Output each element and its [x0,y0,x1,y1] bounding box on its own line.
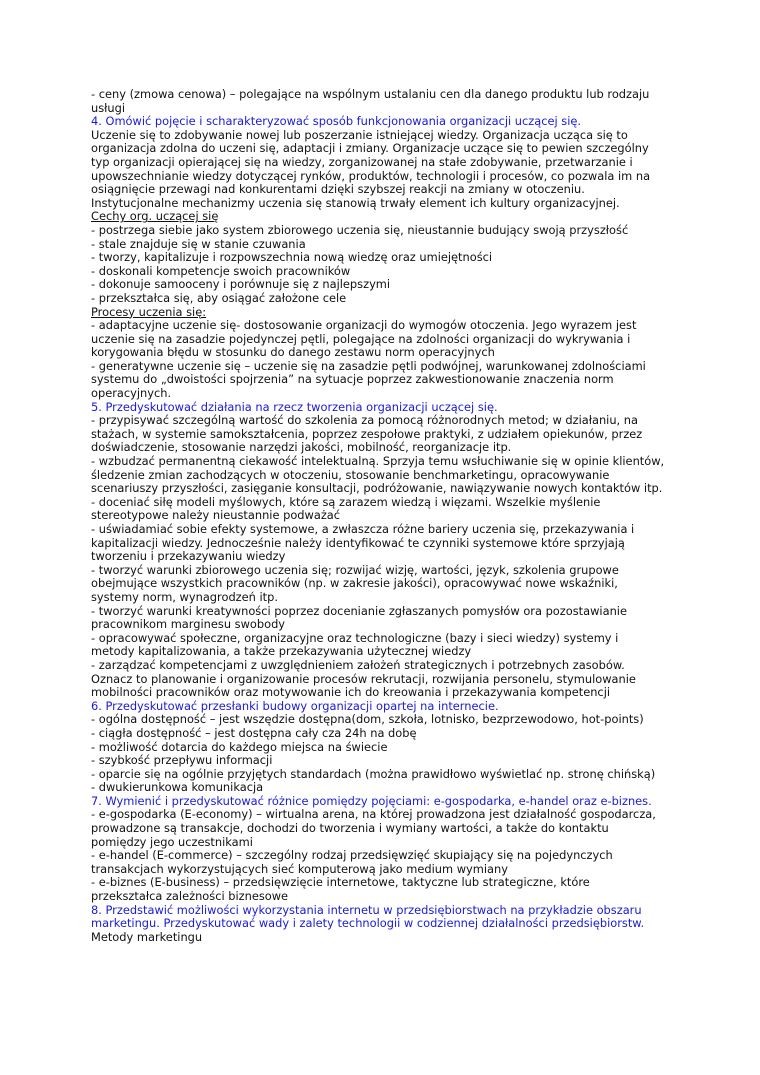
text-line: - e-gospodarka (E-economy) – wirtualna arena, na której prowadzona jest działalność gospodarcza, [91,807,656,822]
text-line: - ogólna dostępność – jest wszędzie dostępna(dom, szkoła, lotnisko, bezprzewodowo, hot-points) [91,712,644,727]
text-line: Oznacz to planowanie i organizowanie procesów rekrutacji, rozwijania personelu, stymulowanie [91,671,636,686]
text-line: kapitalizacji wiedzy. Jednocześnie należy identyfikować te czynniki systemowe które sprzyjają [91,535,625,550]
text-line: - doskonali kompetencje swoich pracowników [91,263,351,278]
text-line: - e-handel (E-commerce) – szczególny rodzaj przedsięwzięć skupiający się na pojedynczych [91,848,613,863]
text-line: - dwukierunkowa komunikacja [91,780,264,795]
text-line: korygowania błędu w stosunku do danego zestawu norm operacyjnych [91,345,495,360]
text-line: typ organizacji opierającej się na wiedzy, zorganizowanej na stałe zdobywanie, przetwarzanie i [91,154,633,169]
text-line: - możliwość dotarcia do każdego miejsca na świecie [91,739,388,754]
text-line: - tworzyć warunki zbiorowego uczenia się; rozwijać wizję, wartości, język, szkolenia grupowe [91,562,619,577]
text-line: upowszechnianie wiedzy dotyczącej rynków, produktów, technologii i procesów, co pozwala im na [91,168,651,183]
text-line: metody kapitalizowania, a także przekazywania użytecznej wiedzy [91,644,472,659]
text-line: Uczenie się to zdobywanie nowej lub poszerzanie istniejącej wiedzy. Organizacja ucząca się to [91,127,628,142]
section-heading: 7. Wymienić i przedyskutować różnice pomiędzy pojęciami: e-gospodarka, e-handel oraz e-biznes. [91,793,652,808]
text-line: pracownikom marginesu swobody [91,617,286,632]
text-line: stereotypowe należy nieustannie podważać [91,508,341,523]
text-line: - szybkość przepływu informacji [91,753,273,768]
text-line: usługi [91,100,126,115]
text-line: doświadczenie, stosowanie narzędzi jakości, mobilność, reorganizacje itp. [91,440,512,455]
text-line: prowadzone są transakcje, dochodzi do tworzenia i wymiany wartości, a także do kontaktu [91,821,609,836]
text-line: organizacja zdolna do uczeni się, adaptacji i zmiany. Organizacje uczące się to pewien szczególny [91,141,649,156]
text-line: - wzbudzać permanentną ciekawość intelektualną. Sprzyja temu wsłuchiwanie się w opinie klientów, [91,454,665,469]
text-line: pomiędzy jego uczestnikami [91,834,253,849]
text-line: stażach, w systemie samokształcenia, poprzez zespołowe praktyki, z udziałem opiekunów, przez [91,426,643,441]
text-line: - oparcie się na ogólnie przyjętych standardach (można prawidłowo wyświetlać np. stronę chińską) [91,766,656,781]
text-line: przekształca zależności biznesowe [91,889,289,904]
section-heading: 8. Przedstawić możliwości wykorzystania internetu w przedsiębiorstwach na przykładzie obszaru [91,902,642,917]
text-line: - przypisywać szczególną wartość do szkolenia za pomocą różnorodnych metod; w działaniu, na [91,413,638,428]
text-line: - generatywne uczenie się – uczenie się na zasadzie pętli podwójnej, warunkowanej zdolnościami [91,358,646,373]
text-line: Instytucjonalne mechanizmy uczenia się stanowią trwały element ich kultury organizacyjnej. [91,195,620,210]
text-line: - zarządzać kompetencjami z uwzględnieniem założeń strategicznych i potrzebnych zasobów. [91,657,625,672]
text-line: systemu do „dwoistości spojrzenia” na sytuacje poprzez zakwestionowanie znaczenia norm [91,372,614,387]
subsection-label: Procesy uczenia się: [91,304,207,319]
section-heading: 4. Omówić pojęcie i scharakteryzować sposób funkcjonowania organizacji uczącej się. [91,114,582,129]
text-line: - doceniać siłę modeli myślowych, które są zarazem wiedzą i więzami. Wszelkie myślenie [91,494,601,509]
section-heading: marketingu. Przedyskutować wady i zalety technologii w codziennej działalności przedsiębiorstw. [91,916,645,931]
text-line: - ceny (zmowa cenowa) – polegające na wspólnym ustalaniu cen dla danego produktu lub rodzaju [91,87,650,101]
text-line: uczenie się na zasadzie pojedynczej pętli, polegające na zdolności organizacji do wykrywania i [91,331,631,346]
text-line: - przekształca się, aby osiągać założone cele [91,290,347,305]
text-line: - uświadamiać sobie efekty systemowe, a zwłaszcza różne bariery uczenia się, przekazywania i [91,522,635,536]
text-line: Metody marketingu [91,929,203,944]
text-line: - postrzega siebie jako system zbiorowego uczenia się, nieustannie budujący swoją przyszłość [91,222,629,237]
text-line: osiągnięcie przewagi nad konkurentami dzięki szybszej reakcji na zmiany w otoczeniu. [91,182,585,197]
text-line: transakcjach wykorzystujących sieć komputerową jako medium wymiany [91,861,508,876]
subsection-label: Cechy org. uczącej się [91,209,219,224]
text-line: operacyjnych. [91,386,172,401]
text-line: - e-biznes (E-business) – przedsięwzięcie internetowe, taktyczne lub strategiczne, które [91,875,590,890]
document-page [91,88,669,944]
text-line: mobilności pracowników oraz motywowanie ich do kreowania i przekazywania kompetencji [91,685,611,700]
text-line: scenariuszy przyszłości, zasięganie konsultacji, podróżowanie, nawiązywanie nowych kontaktów itp. [91,481,663,496]
text-line: obejmujące wszystkich pracowników (np. w zakresie jakości), opracowywać nowe wskaźniki, [91,576,618,591]
text-line: tworzeniu i przekazywaniu wiedzy [91,549,286,564]
section-heading: 5. Przedyskutować działania na rzecz tworzenia organizacji uczącej się. [91,399,498,414]
text-line: - adaptacyjne uczenie się- dostosowanie organizacji do wymogów otoczenia. Jego wyrazem jest [91,318,637,333]
text-line: - ciągła dostępność – jest dostępna cały cza 24h na dobę [91,725,417,740]
text-line: śledzenie zmian zachodzących w otoczeniu, stosowanie benchmarketingu, opracowywanie [91,467,610,482]
section-heading: 6. Przedyskutować przesłanki budowy organizacji opartej na internecie. [91,698,499,713]
text-line: - dokonuje samooceny i porównuje się z najlepszymi [91,277,391,292]
text-line: - stale znajduje się w stanie czuwania [91,236,306,251]
text-line: - tworzyć warunki kreatywności poprzez docenianie zgłaszanych pomysłów ora pozostawianie [91,603,627,618]
text-line: - tworzy, kapitalizuje i rozpowszechnia nową wiedzę oraz umiejętności [91,250,493,265]
text-line: - opracowywać społeczne, organizacyjne oraz technologiczne (bazy i sieci wiedzy) systemy i [91,630,619,645]
text-line: systemy norm, wynagrodzeń itp. [91,589,278,604]
